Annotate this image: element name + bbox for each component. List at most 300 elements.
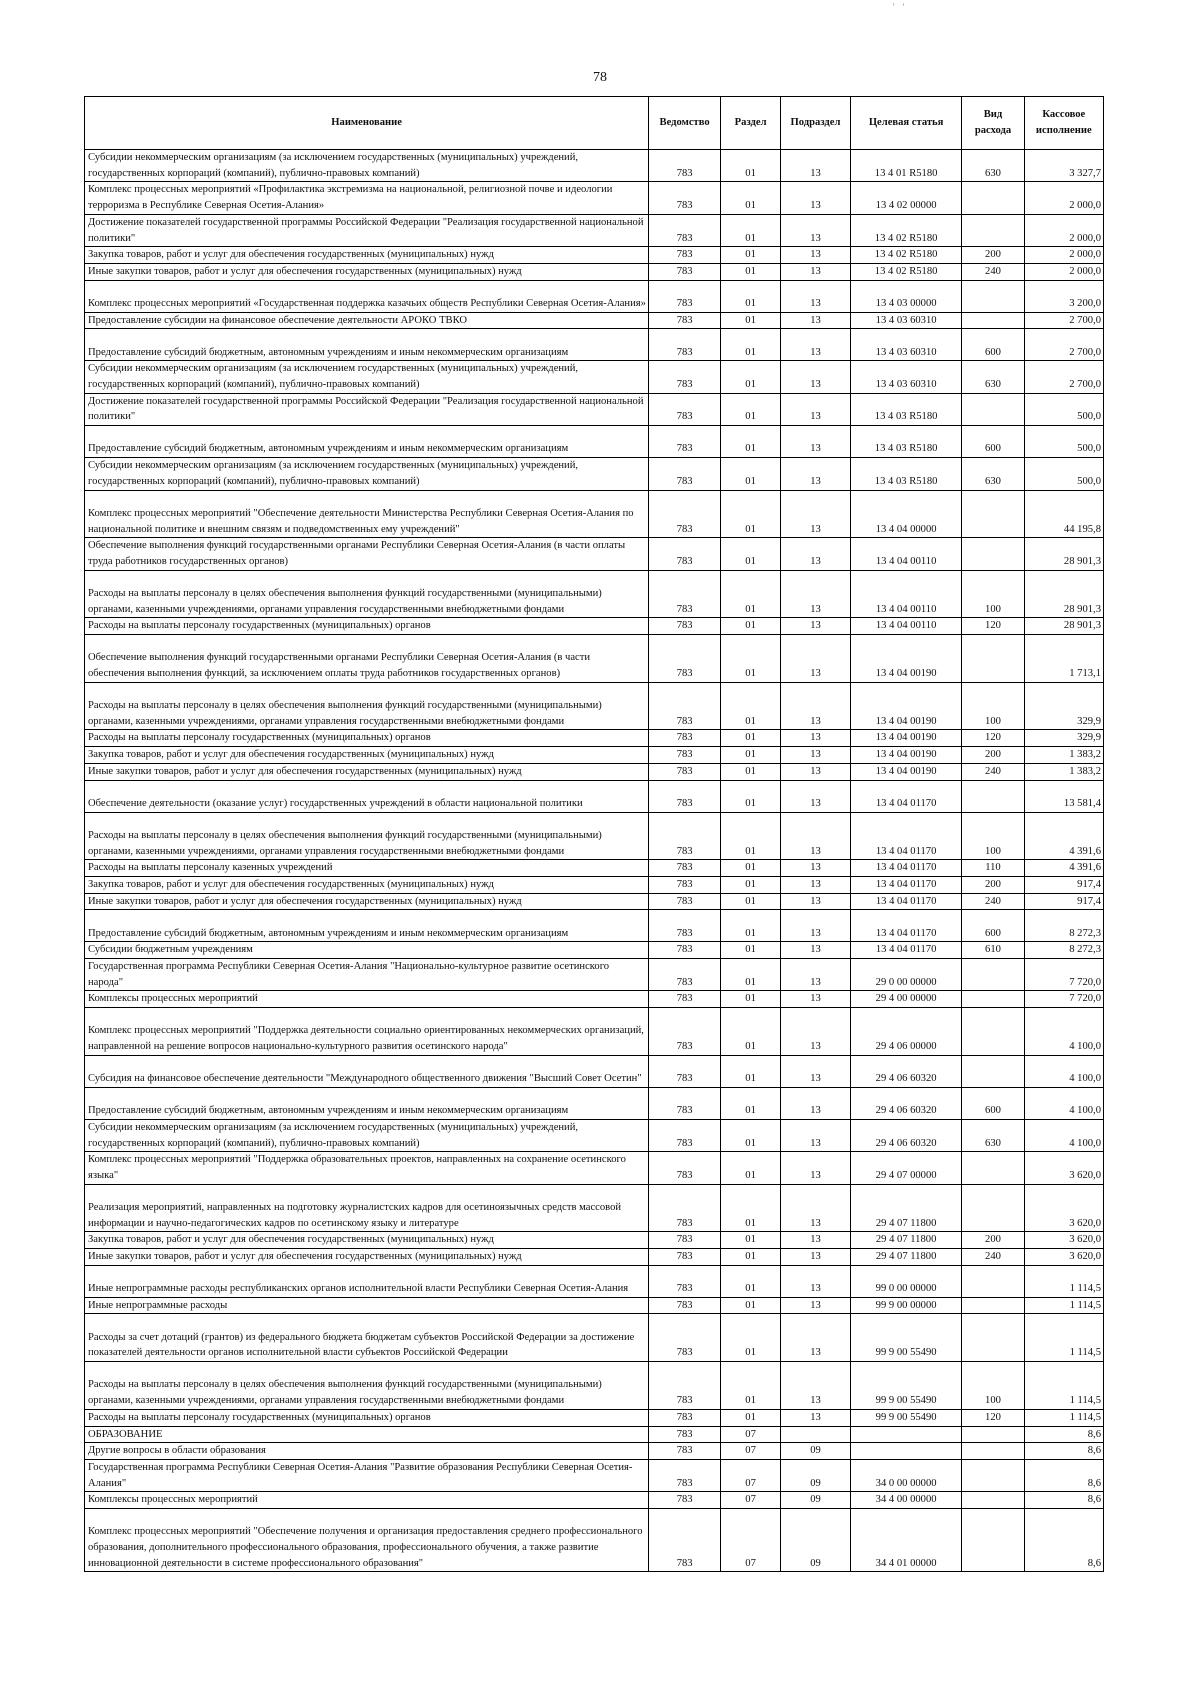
row-razdel: 01	[721, 570, 781, 618]
row-razdel: 01	[721, 959, 781, 991]
row-target-article: 29 4 07 11800	[850, 1249, 962, 1266]
row-amount: 3 620,0	[1024, 1232, 1103, 1249]
table-row	[85, 329, 1104, 361]
row-vedomstvo: 783	[649, 1232, 721, 1249]
row-name: Предоставление субсидий бюджетным, автономным учреждениям и иным некоммерческим организациям	[85, 1087, 649, 1119]
row-target-article: 13 4 04 00190	[850, 635, 962, 683]
row-vedomstvo: 783	[649, 1249, 721, 1266]
row-name: Иные закупки товаров, работ и услуг для обеспечения государственных (муниципальных) нужд	[85, 893, 649, 910]
row-expense-type: 100	[962, 1362, 1024, 1410]
row-target-article: 29 4 00 00000	[850, 991, 962, 1008]
row-vedomstvo: 783	[649, 1119, 721, 1151]
row-name: Предоставление субсидии на финансовое обеспечение деятельности АРОКО ТВКО	[85, 312, 649, 329]
row-name: Субсидии некоммерческим организациям (за исключением государственных (муниципальных) учреждений, государственных корпораций (компаний), публично-правовых компаний)	[85, 1119, 649, 1151]
row-razdel: 01	[721, 214, 781, 246]
row-expense-type: 200	[962, 247, 1024, 264]
row-amount: 13 581,4	[1024, 780, 1103, 812]
row-amount: 4 100,0	[1024, 1055, 1103, 1087]
table-row	[85, 1314, 1104, 1362]
row-amount: 8 272,3	[1024, 910, 1103, 942]
row-podrazdel: 13	[781, 1119, 851, 1151]
row-vedomstvo: 783	[649, 393, 721, 425]
table-row	[85, 570, 1104, 618]
row-expense-type	[962, 538, 1024, 570]
row-expense-type: 600	[962, 1087, 1024, 1119]
row-razdel: 07	[721, 1509, 781, 1572]
row-name: Комплексы процессных мероприятий	[85, 1492, 649, 1509]
row-amount: 500,0	[1024, 458, 1103, 490]
row-expense-type	[962, 1426, 1024, 1443]
row-podrazdel: 13	[781, 1362, 851, 1410]
row-target-article: 13 4 04 00190	[850, 682, 962, 730]
table-row	[85, 1249, 1104, 1266]
row-razdel: 01	[721, 747, 781, 764]
row-expense-type	[962, 635, 1024, 683]
row-razdel: 01	[721, 247, 781, 264]
row-target-article: 13 4 02 00000	[850, 182, 962, 214]
row-target-article: 13 4 03 60310	[850, 361, 962, 393]
row-amount: 2 000,0	[1024, 214, 1103, 246]
row-vedomstvo: 783	[649, 1008, 721, 1056]
row-target-article: 13 4 04 00190	[850, 730, 962, 747]
row-expense-type	[962, 1509, 1024, 1572]
row-target-article: 99 9 00 55490	[850, 1362, 962, 1410]
row-razdel: 01	[721, 361, 781, 393]
row-target-article: 13 4 04 01170	[850, 876, 962, 893]
row-podrazdel: 13	[781, 182, 851, 214]
row-podrazdel: 13	[781, 1055, 851, 1087]
row-name: Закупка товаров, работ и услуг для обеспечения государственных (муниципальных) нужд	[85, 747, 649, 764]
row-name: Субсидии бюджетным учреждениям	[85, 942, 649, 959]
row-podrazdel: 13	[781, 312, 851, 329]
row-vedomstvo: 783	[649, 1265, 721, 1297]
row-razdel: 01	[721, 730, 781, 747]
row-target-article: 13 4 03 60310	[850, 312, 962, 329]
row-name: Комплекс процессных мероприятий "Поддержка образовательных проектов, направленных на сохранение осетинского языка"	[85, 1152, 649, 1184]
row-name: Расходы на выплаты персоналу государственных (муниципальных) органов	[85, 730, 649, 747]
row-podrazdel: 13	[781, 1232, 851, 1249]
row-target-article	[850, 1426, 962, 1443]
row-vedomstvo: 783	[649, 860, 721, 877]
row-vedomstvo: 783	[649, 780, 721, 812]
row-expense-type	[962, 780, 1024, 812]
table-row	[85, 876, 1104, 893]
table-row	[85, 1055, 1104, 1087]
row-razdel: 01	[721, 860, 781, 877]
row-razdel: 01	[721, 763, 781, 780]
row-amount: 2 000,0	[1024, 263, 1103, 280]
row-razdel: 01	[721, 329, 781, 361]
table-row	[85, 150, 1104, 182]
row-vedomstvo: 783	[649, 893, 721, 910]
row-amount: 8 272,3	[1024, 942, 1103, 959]
row-name: ОБРАЗОВАНИЕ	[85, 1426, 649, 1443]
row-target-article: 99 9 00 55490	[850, 1314, 962, 1362]
table-row	[85, 959, 1104, 991]
row-razdel: 01	[721, 991, 781, 1008]
row-target-article: 99 9 00 55490	[850, 1409, 962, 1426]
table-row	[85, 1297, 1104, 1314]
row-razdel: 01	[721, 538, 781, 570]
row-podrazdel: 13	[781, 1249, 851, 1266]
row-name: Обеспечение выполнения функций государственными органами Республики Северная Осетия-Алания (в части оплаты труда работников государственных органов)	[85, 538, 649, 570]
table-row	[85, 747, 1104, 764]
row-target-article: 13 4 02 R5180	[850, 263, 962, 280]
row-razdel: 01	[721, 312, 781, 329]
row-vedomstvo: 783	[649, 635, 721, 683]
row-name: Иные непрограммные расходы республиканских органов исполнительной власти Республики Северная Осетия-Алания	[85, 1265, 649, 1297]
row-name: Расходы на выплаты персоналу в целях обеспечения выполнения функций государственными (муниципальными) органами, казенными учреждениями, органами управления государственными внебюджетными фондами	[85, 1362, 649, 1410]
row-podrazdel: 13	[781, 490, 851, 538]
row-amount: 1 114,5	[1024, 1297, 1103, 1314]
row-vedomstvo: 783	[649, 312, 721, 329]
row-podrazdel: 13	[781, 991, 851, 1008]
row-amount: 4 100,0	[1024, 1119, 1103, 1151]
row-amount: 3 620,0	[1024, 1184, 1103, 1232]
row-razdel: 01	[721, 1249, 781, 1266]
row-name: Другие вопросы в области образования	[85, 1443, 649, 1460]
row-name: Субсидии некоммерческим организациям (за исключением государственных (муниципальных) учреждений, государственных корпораций (компаний), публично-правовых компаний)	[85, 150, 649, 182]
row-razdel: 01	[721, 1008, 781, 1056]
row-amount: 1 383,2	[1024, 763, 1103, 780]
row-vedomstvo: 783	[649, 214, 721, 246]
row-target-article: 13 4 03 R5180	[850, 393, 962, 425]
row-razdel: 01	[721, 812, 781, 860]
row-expense-type: 100	[962, 682, 1024, 730]
row-amount: 7 720,0	[1024, 959, 1103, 991]
table-row	[85, 682, 1104, 730]
row-razdel: 01	[721, 263, 781, 280]
row-podrazdel: 13	[781, 1297, 851, 1314]
row-target-article: 29 4 06 60320	[850, 1119, 962, 1151]
row-name: Предоставление субсидий бюджетным, автономным учреждениям и иным некоммерческим организациям	[85, 910, 649, 942]
table-row	[85, 214, 1104, 246]
row-vedomstvo: 783	[649, 910, 721, 942]
row-vedomstvo: 783	[649, 876, 721, 893]
row-podrazdel: 13	[781, 426, 851, 458]
row-razdel: 01	[721, 1184, 781, 1232]
row-podrazdel: 13	[781, 263, 851, 280]
row-podrazdel: 13	[781, 1265, 851, 1297]
row-expense-type	[962, 1184, 1024, 1232]
row-target-article: 13 4 04 00000	[850, 490, 962, 538]
row-amount: 500,0	[1024, 426, 1103, 458]
row-expense-type: 120	[962, 730, 1024, 747]
row-razdel: 01	[721, 876, 781, 893]
row-vedomstvo: 783	[649, 747, 721, 764]
table-header-row	[85, 97, 1104, 150]
row-podrazdel: 13	[781, 942, 851, 959]
row-vedomstvo: 783	[649, 959, 721, 991]
row-target-article: 13 4 03 R5180	[850, 426, 962, 458]
row-razdel: 01	[721, 1055, 781, 1087]
row-razdel: 01	[721, 942, 781, 959]
row-target-article: 13 4 03 00000	[850, 280, 962, 312]
table-row	[85, 860, 1104, 877]
row-amount: 8,6	[1024, 1509, 1103, 1572]
table-row	[85, 1152, 1104, 1184]
row-target-article: 29 4 06 60320	[850, 1055, 962, 1087]
row-expense-type: 630	[962, 458, 1024, 490]
table-row	[85, 1509, 1104, 1572]
row-target-article: 29 0 00 00000	[850, 959, 962, 991]
table-row	[85, 538, 1104, 570]
row-name: Иные закупки товаров, работ и услуг для обеспечения государственных (муниципальных) нужд	[85, 263, 649, 280]
row-podrazdel: 09	[781, 1509, 851, 1572]
row-amount: 8,6	[1024, 1426, 1103, 1443]
table-row	[85, 780, 1104, 812]
row-name: Закупка товаров, работ и услуг для обеспечения государственных (муниципальных) нужд	[85, 1232, 649, 1249]
row-name: Предоставление субсидий бюджетным, автономным учреждениям и иным некоммерческим организациям	[85, 426, 649, 458]
row-razdel: 01	[721, 490, 781, 538]
row-name: Расходы на выплаты персоналу в целях обеспечения выполнения функций государственными (муниципальными) органами, казенными учреждениями, органами управления государственными внебюджетными фондами	[85, 812, 649, 860]
table-row	[85, 458, 1104, 490]
row-expense-type	[962, 959, 1024, 991]
table-row	[85, 247, 1104, 264]
row-razdel: 01	[721, 1152, 781, 1184]
row-podrazdel: 13	[781, 361, 851, 393]
row-name: Достижение показателей государственной программы Российской Федерации "Реализация государственной национальной политики"	[85, 393, 649, 425]
budget-table	[84, 96, 1104, 1572]
row-name: Расходы на выплаты персоналу в целях обеспечения выполнения функций государственными (муниципальными) органами, казенными учреждениями, органами управления государственными внебюджетными фондами	[85, 682, 649, 730]
row-podrazdel: 13	[781, 763, 851, 780]
row-expense-type	[962, 490, 1024, 538]
row-expense-type	[962, 1492, 1024, 1509]
page-number: 78	[593, 70, 607, 85]
table-row	[85, 312, 1104, 329]
row-vedomstvo: 783	[649, 570, 721, 618]
row-vedomstvo: 783	[649, 1443, 721, 1460]
row-target-article: 13 4 04 00110	[850, 570, 962, 618]
row-amount: 329,9	[1024, 730, 1103, 747]
row-amount: 7 720,0	[1024, 991, 1103, 1008]
table-row	[85, 182, 1104, 214]
row-expense-type: 600	[962, 329, 1024, 361]
row-expense-type: 100	[962, 812, 1024, 860]
row-razdel: 01	[721, 635, 781, 683]
row-razdel: 01	[721, 458, 781, 490]
row-expense-type	[962, 393, 1024, 425]
row-name: Достижение показателей государственной программы Российской Федерации "Реализация государственной национальной политики"	[85, 214, 649, 246]
row-expense-type: 200	[962, 747, 1024, 764]
row-razdel: 01	[721, 1119, 781, 1151]
row-amount: 8,6	[1024, 1443, 1103, 1460]
row-podrazdel: 13	[781, 1087, 851, 1119]
row-razdel: 01	[721, 618, 781, 635]
row-target-article: 13 4 04 01170	[850, 910, 962, 942]
row-podrazdel	[781, 1426, 851, 1443]
row-podrazdel: 13	[781, 682, 851, 730]
row-target-article: 13 4 04 00190	[850, 747, 962, 764]
row-expense-type	[962, 280, 1024, 312]
header-vedomstvo: Ведомство	[649, 97, 721, 150]
row-amount: 2 000,0	[1024, 182, 1103, 214]
table-row	[85, 1087, 1104, 1119]
row-name: Комплекс процессных мероприятий «Профилактика экстремизма на национальной, религиозной почве и идеологии терроризма в Республике Северная Осетия-Алания»	[85, 182, 649, 214]
row-amount: 329,9	[1024, 682, 1103, 730]
row-target-article: 13 4 03 60310	[850, 329, 962, 361]
row-name: Обеспечение деятельности (оказание услуг) государственных учреждений в области национальной политики	[85, 780, 649, 812]
row-vedomstvo: 783	[649, 1314, 721, 1362]
row-name: Закупка товаров, работ и услуг для обеспечения государственных (муниципальных) нужд	[85, 247, 649, 264]
row-target-article: 13 4 02 R5180	[850, 214, 962, 246]
table-row	[85, 1119, 1104, 1151]
row-razdel: 07	[721, 1426, 781, 1443]
row-name: Обеспечение выполнения функций государственными органами Республики Северная Осетия-Алания (в части обеспечения выполнения функций, за исключением оплаты труда работников государственных органов)	[85, 635, 649, 683]
row-vedomstvo: 783	[649, 426, 721, 458]
header-target-article: Целевая статья	[850, 97, 962, 150]
table-row	[85, 635, 1104, 683]
row-vedomstvo: 783	[649, 763, 721, 780]
row-vedomstvo: 783	[649, 1152, 721, 1184]
row-vedomstvo: 783	[649, 1492, 721, 1509]
row-vedomstvo: 783	[649, 682, 721, 730]
row-amount: 44 195,8	[1024, 490, 1103, 538]
table-row	[85, 910, 1104, 942]
row-vedomstvo: 783	[649, 1362, 721, 1410]
row-name: Иные непрограммные расходы	[85, 1297, 649, 1314]
table-row	[85, 1492, 1104, 1509]
row-expense-type: 610	[962, 942, 1024, 959]
row-razdel: 01	[721, 182, 781, 214]
row-target-article: 13 4 04 01170	[850, 780, 962, 812]
row-expense-type: 240	[962, 893, 1024, 910]
row-name: Комплекс процессных мероприятий "Обеспечение деятельности Министерства Республики Северная Осетия-Алания по национальной политике и внешним связям и подведомственных ему учреждений"	[85, 490, 649, 538]
row-vedomstvo: 783	[649, 150, 721, 182]
row-name: Субсидия на финансовое обеспечение деятельности "Международного общественного движения "Высший Совет Осетин"	[85, 1055, 649, 1087]
row-razdel: 01	[721, 1297, 781, 1314]
row-razdel: 07	[721, 1459, 781, 1491]
table-row	[85, 280, 1104, 312]
row-amount: 8,6	[1024, 1459, 1103, 1491]
table-row	[85, 730, 1104, 747]
row-target-article: 34 4 00 00000	[850, 1492, 962, 1509]
row-expense-type	[962, 1265, 1024, 1297]
header-razdel: Раздел	[721, 97, 781, 150]
row-podrazdel: 13	[781, 730, 851, 747]
row-amount: 3 200,0	[1024, 280, 1103, 312]
row-vedomstvo: 783	[649, 247, 721, 264]
row-expense-type: 120	[962, 618, 1024, 635]
row-name: Государственная программа Республики Северная Осетия-Алания "Развитие образования Республики Северная Осетия-Алания"	[85, 1459, 649, 1491]
row-target-article: 99 0 00 00000	[850, 1265, 962, 1297]
row-name: Расходы на выплаты персоналу казенных учреждений	[85, 860, 649, 877]
row-vedomstvo: 783	[649, 490, 721, 538]
row-target-article: 29 4 07 11800	[850, 1184, 962, 1232]
row-name: Субсидии некоммерческим организациям (за исключением государственных (муниципальных) учреждений, государственных корпораций (компаний), публично-правовых компаний)	[85, 361, 649, 393]
row-amount: 500,0	[1024, 393, 1103, 425]
row-amount: 2 700,0	[1024, 361, 1103, 393]
row-podrazdel: 09	[781, 1443, 851, 1460]
row-vedomstvo: 783	[649, 280, 721, 312]
row-vedomstvo: 783	[649, 1426, 721, 1443]
row-amount: 2 700,0	[1024, 329, 1103, 361]
row-vedomstvo: 783	[649, 329, 721, 361]
row-razdel: 01	[721, 150, 781, 182]
row-name: Комплекс процессных мероприятий «Государственная поддержка казачьих обществ Республики Северная Осетия-Алания»	[85, 280, 649, 312]
table-row	[85, 426, 1104, 458]
table-row	[85, 893, 1104, 910]
row-expense-type: 110	[962, 860, 1024, 877]
row-amount: 1 114,5	[1024, 1362, 1103, 1410]
row-vedomstvo: 783	[649, 538, 721, 570]
row-expense-type	[962, 1008, 1024, 1056]
row-podrazdel: 13	[781, 1409, 851, 1426]
row-podrazdel: 13	[781, 570, 851, 618]
row-expense-type	[962, 214, 1024, 246]
row-amount: 4 100,0	[1024, 1087, 1103, 1119]
table-row	[85, 361, 1104, 393]
row-amount: 1 114,5	[1024, 1314, 1103, 1362]
row-target-article: 13 4 03 R5180	[850, 458, 962, 490]
table-row	[85, 812, 1104, 860]
table-row	[85, 1409, 1104, 1426]
row-expense-type: 630	[962, 361, 1024, 393]
row-target-article: 13 4 04 01170	[850, 893, 962, 910]
row-vedomstvo: 783	[649, 1297, 721, 1314]
row-name: Иные закупки товаров, работ и услуг для обеспечения государственных (муниципальных) нужд	[85, 763, 649, 780]
row-vedomstvo: 783	[649, 812, 721, 860]
row-name: Расходы на выплаты персоналу государственных (муниципальных) органов	[85, 1409, 649, 1426]
row-razdel: 01	[721, 1232, 781, 1249]
table-row	[85, 1008, 1104, 1056]
row-expense-type	[962, 1443, 1024, 1460]
table-row	[85, 393, 1104, 425]
row-expense-type: 240	[962, 263, 1024, 280]
row-podrazdel: 13	[781, 280, 851, 312]
row-expense-type	[962, 1459, 1024, 1491]
table-row	[85, 1362, 1104, 1410]
row-razdel: 01	[721, 682, 781, 730]
table-row	[85, 942, 1104, 959]
row-amount: 3 620,0	[1024, 1152, 1103, 1184]
row-razdel: 01	[721, 1409, 781, 1426]
row-target-article: 13 4 04 00110	[850, 618, 962, 635]
row-amount: 4 391,6	[1024, 812, 1103, 860]
table-row	[85, 490, 1104, 538]
row-razdel: 01	[721, 1362, 781, 1410]
row-podrazdel: 13	[781, 1152, 851, 1184]
row-amount: 3 620,0	[1024, 1249, 1103, 1266]
row-target-article: 13 4 01 R5180	[850, 150, 962, 182]
row-target-article: 13 4 02 R5180	[850, 247, 962, 264]
row-expense-type: 200	[962, 876, 1024, 893]
row-name: Государственная программа Республики Северная Осетия-Алания "Национально-культурное развитие осетинского народа"	[85, 959, 649, 991]
row-vedomstvo: 783	[649, 1055, 721, 1087]
row-target-article: 13 4 04 00190	[850, 763, 962, 780]
row-razdel: 01	[721, 393, 781, 425]
row-amount: 917,4	[1024, 876, 1103, 893]
row-vedomstvo: 783	[649, 182, 721, 214]
header-cash-execution: Кассовое исполнение	[1024, 97, 1103, 150]
row-razdel: 01	[721, 1265, 781, 1297]
header-name: Наименование	[85, 97, 649, 150]
row-name: Расходы на выплаты персоналу в целях обеспечения выполнения функций государственными (муниципальными) органами, казенными учреждениями, органами управления государственными внебюджетными фондами	[85, 570, 649, 618]
row-amount: 2 700,0	[1024, 312, 1103, 329]
table-row	[85, 1265, 1104, 1297]
row-expense-type: 120	[962, 1409, 1024, 1426]
row-amount: 917,4	[1024, 893, 1103, 910]
row-podrazdel: 13	[781, 780, 851, 812]
row-vedomstvo: 783	[649, 361, 721, 393]
row-podrazdel: 13	[781, 247, 851, 264]
row-name: Закупка товаров, работ и услуг для обеспечения государственных (муниципальных) нужд	[85, 876, 649, 893]
row-name: Комплекс процессных мероприятий "Обеспечение получения и организация предоставления среднего профессионального образования, дополнительного профессионального образования, профессионального обучения, а также развитие инновационной деятельности в системе профессионального образования"	[85, 1509, 649, 1572]
row-vedomstvo: 783	[649, 618, 721, 635]
row-expense-type: 240	[962, 1249, 1024, 1266]
row-target-article: 29 4 07 00000	[850, 1152, 962, 1184]
table-body	[85, 150, 1104, 1572]
